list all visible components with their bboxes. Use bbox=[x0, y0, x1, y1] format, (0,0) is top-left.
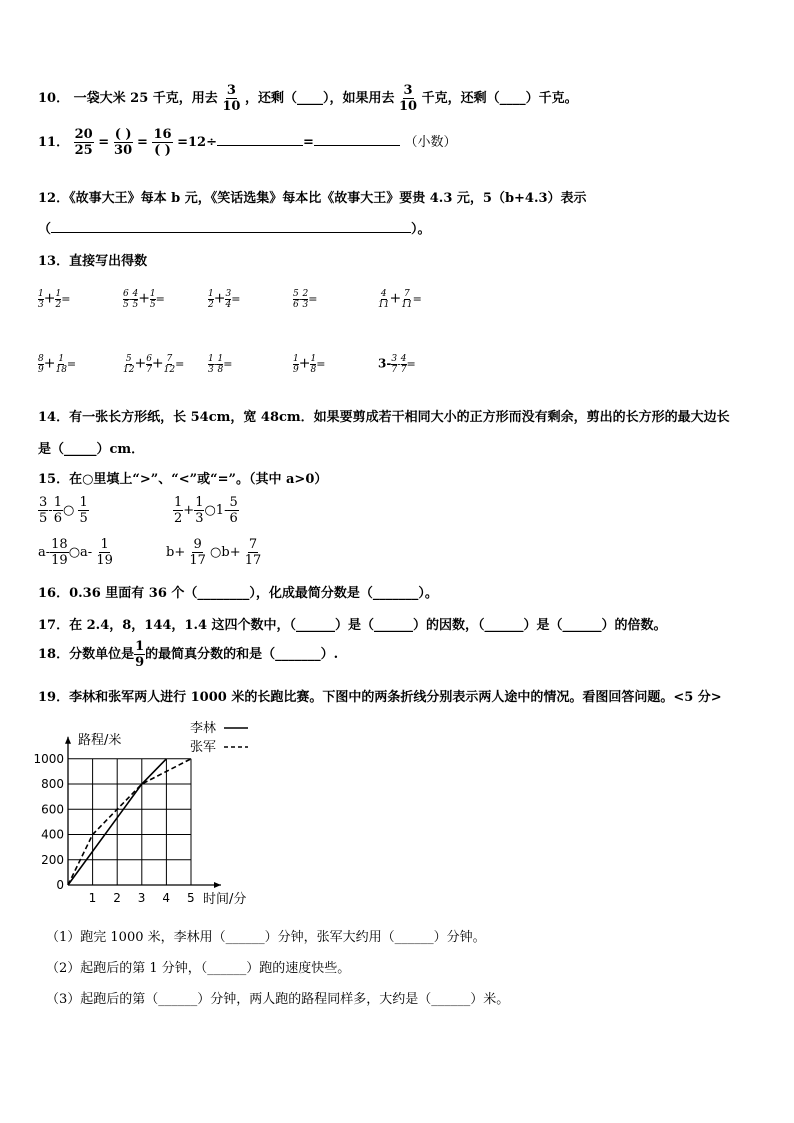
q15-expression-1: $\frac{3}{5}$ - $\frac{1}{6}$ ○ $\frac{1}{5}$ bbox=[39, 495, 88, 526]
q13-row-1 bbox=[38, 290, 758, 320]
q11-blank-2[interactable] bbox=[314, 145, 400, 146]
q19-sub-3 bbox=[46, 988, 509, 1007]
y-tick-label-800: 800 bbox=[41, 777, 64, 792]
legend-label-zhangjun: 张军 bbox=[190, 740, 217, 755]
y-tick-label-1000: 1000 bbox=[33, 751, 64, 766]
chart-ticks bbox=[33, 752, 194, 905]
q15-expression-2: $\frac{1}{2}$ + $\frac{1}{3}$ ○1- $\frac{5}{6}$ bbox=[174, 495, 238, 526]
legend-label-lilin: 李林 bbox=[190, 721, 217, 736]
question-12-answer-line bbox=[38, 218, 431, 237]
x-tick-label-5: 5 bbox=[187, 891, 195, 905]
q19-sub-2-text: （2）起跑后的第 1 分钟，（______）跑的速度快些。 bbox=[46, 961, 351, 976]
q12-open-paren: （ bbox=[38, 222, 52, 237]
q12-number: 12． bbox=[38, 191, 70, 206]
compare-circle[interactable]: ○b+ bbox=[210, 545, 241, 560]
q13-row2-expression-5: 3- $\frac{3}{7}$ - $\frac{4}{7}$ = bbox=[378, 354, 416, 375]
q11-fraction-1: $\frac{20}{25}$ bbox=[74, 127, 93, 158]
equals-sign: = bbox=[98, 135, 110, 150]
q10-fraction-2: $\frac{3}{10}$ bbox=[398, 83, 418, 114]
question-14-line-2 bbox=[38, 438, 144, 457]
y-tick-label-400: 400 bbox=[41, 827, 64, 842]
question-19 bbox=[38, 686, 722, 705]
q13-row2-expression-4: $\frac{1}{9}$ + $\frac{1}{8}$ = bbox=[293, 354, 326, 375]
question-10 bbox=[38, 84, 578, 113]
q10-text-2: ，还剩（____），如果用去 bbox=[244, 91, 395, 106]
question-13 bbox=[38, 250, 147, 269]
chart-legend bbox=[190, 718, 270, 758]
chart-lines bbox=[68, 759, 191, 885]
y-tick-label-200: 200 bbox=[41, 852, 64, 867]
q19-text: 李林和张军两人进行 1000 米的长跑比赛。下图中的两条折线分别表示两人途中的情况。看图回答问题。<5 分> bbox=[69, 690, 722, 705]
q10-fraction-1: $\frac{3}{10}$ bbox=[222, 83, 241, 114]
x-axis-label: 时间/分 bbox=[203, 892, 247, 907]
q11-text-3: （小数） bbox=[404, 135, 457, 150]
q18-fraction: $\frac{1}{9}$ bbox=[135, 639, 145, 670]
q13-row1-expression-4: $\frac{5}{6}$ - $\frac{2}{3}$ = bbox=[293, 289, 318, 310]
q13-row2-expression-3: $\frac{1}{3}$ - $\frac{1}{8}$ = bbox=[208, 354, 233, 375]
q17-number: 17． bbox=[38, 618, 70, 633]
chart-axes bbox=[65, 737, 221, 888]
q13-row1-expression-3: $\frac{1}{2}$ + $\frac{3}{4}$ = bbox=[208, 289, 241, 310]
q14-text-2: 是（_____）cm． bbox=[38, 442, 145, 457]
q13-row1-expression-1: $\frac{1}{3}$ + $\frac{1}{2}$ = bbox=[38, 289, 71, 310]
x-tick-label-4: 4 bbox=[162, 891, 171, 905]
q12-blank[interactable] bbox=[51, 232, 411, 233]
compare-circle[interactable]: ○ bbox=[62, 503, 75, 518]
q15-number: 15． bbox=[38, 472, 70, 487]
q13-row2-expression-1: $\frac{8}{9}$ + $\frac{1}{18}$ = bbox=[38, 354, 77, 375]
q12-text-1: 《故事大王》每本 b 元，《笑话选集》每本比《故事大王》要贵 4.3 元，5（b+4.3）表示 bbox=[69, 191, 587, 206]
q14-text-1: 有一张长方形纸，长 54cm，宽 48cm．如果要剪成若干相同大小的正方形而没有剩余，剪出的长方形的最大边长 bbox=[69, 410, 730, 425]
q10-number: 10． bbox=[38, 91, 70, 106]
q15-expression-3: a- $\frac{18}{19}$ ○a- $\frac{1}{19}$ bbox=[38, 537, 113, 568]
q15-text: 在○里填上“>”、“<”或“=”。（其中 a>0） bbox=[69, 472, 328, 487]
y-axis-label: 路程/米 bbox=[78, 733, 122, 748]
x-tick-label-2: 2 bbox=[113, 891, 121, 905]
compare-circle[interactable]: ○1- bbox=[204, 503, 229, 518]
q11-number: 11． bbox=[38, 135, 70, 150]
compare-circle[interactable]: ○a- bbox=[68, 545, 93, 560]
x-tick-label-3: 3 bbox=[137, 891, 146, 905]
q13-row-2 bbox=[38, 355, 758, 385]
question-14 bbox=[38, 406, 730, 425]
q15-expression-4: b+ $\frac{9}{17}$ ○b+ $\frac{7}{17}$ bbox=[166, 537, 262, 568]
q19-sub-3-text: （3）起跑后的第（______）分钟，两人跑的路程同样多，大约是（______）米。 bbox=[46, 992, 510, 1007]
question-17 bbox=[38, 614, 667, 633]
x-tick-label-1: 1 bbox=[88, 891, 97, 905]
q18-text-1: 分数单位是 bbox=[69, 647, 135, 662]
question-16 bbox=[38, 582, 438, 601]
x-axis-arrow-icon bbox=[214, 882, 221, 888]
question-18 bbox=[38, 640, 338, 669]
q14-number: 14． bbox=[38, 410, 70, 425]
q18-number: 18． bbox=[38, 647, 70, 662]
q13-row2-expression-2: $\frac{5}{12}$ + $\frac{6}{7}$ + $\frac{7}{12}$ = bbox=[123, 354, 185, 375]
q13-number: 13． bbox=[38, 254, 70, 269]
q16-number: 16． bbox=[38, 586, 70, 601]
q18-text-2: 的最简真分数的和是（_______）. bbox=[145, 647, 339, 662]
q19-sub-1-text: （1）跑完 1000 米，李林用（______）分钟，张军大约用（______）分钟。 bbox=[46, 930, 486, 945]
q19-sub-2 bbox=[46, 957, 350, 976]
q11-text-2: = bbox=[303, 135, 314, 150]
question-15 bbox=[38, 468, 327, 487]
q13-row1-expression-5: $\frac{4}{11}$ + $\frac{7}{11}$ = bbox=[378, 289, 422, 310]
q16-text: 0.36 里面有 36 个（________），化成最简分数是（_______）。 bbox=[69, 586, 438, 601]
equals-sign: = bbox=[137, 135, 148, 150]
q10-text-1: 一袋大米 25 千克，用去 bbox=[73, 91, 218, 106]
q11-fraction-3: $\frac{16}{( )}$ bbox=[153, 127, 172, 158]
y-tick-label-0: 0 bbox=[56, 878, 64, 892]
y-axis-arrow-icon bbox=[65, 737, 71, 744]
series-line-2 bbox=[68, 759, 191, 885]
q13-title: 直接写出得数 bbox=[69, 254, 148, 269]
y-tick-label-600: 600 bbox=[41, 802, 64, 817]
q19-number: 19． bbox=[38, 690, 70, 705]
question-11 bbox=[38, 128, 456, 157]
q13-row1-expression-2: $\frac{6}{5}$ - $\frac{4}{5}$ + $\frac{1}{5}$ = bbox=[123, 289, 165, 310]
q12-close-paren: ）。 bbox=[411, 222, 431, 237]
q10-text-3: 千克，还剩（____）千克。 bbox=[421, 91, 578, 106]
q11-blank-1[interactable] bbox=[217, 145, 303, 146]
q19-sub-1 bbox=[46, 926, 486, 945]
q11-text-1: =12÷ bbox=[177, 135, 217, 150]
question-12 bbox=[38, 187, 587, 206]
chart-grid bbox=[68, 759, 191, 885]
q17-text: 在 2.4，8，144，1.4 这四个数中，（______）是（______）的因数，（______）是（______）的倍数。 bbox=[69, 618, 667, 633]
q11-fraction-2: $\frac{( )}{30}$ bbox=[114, 127, 133, 158]
